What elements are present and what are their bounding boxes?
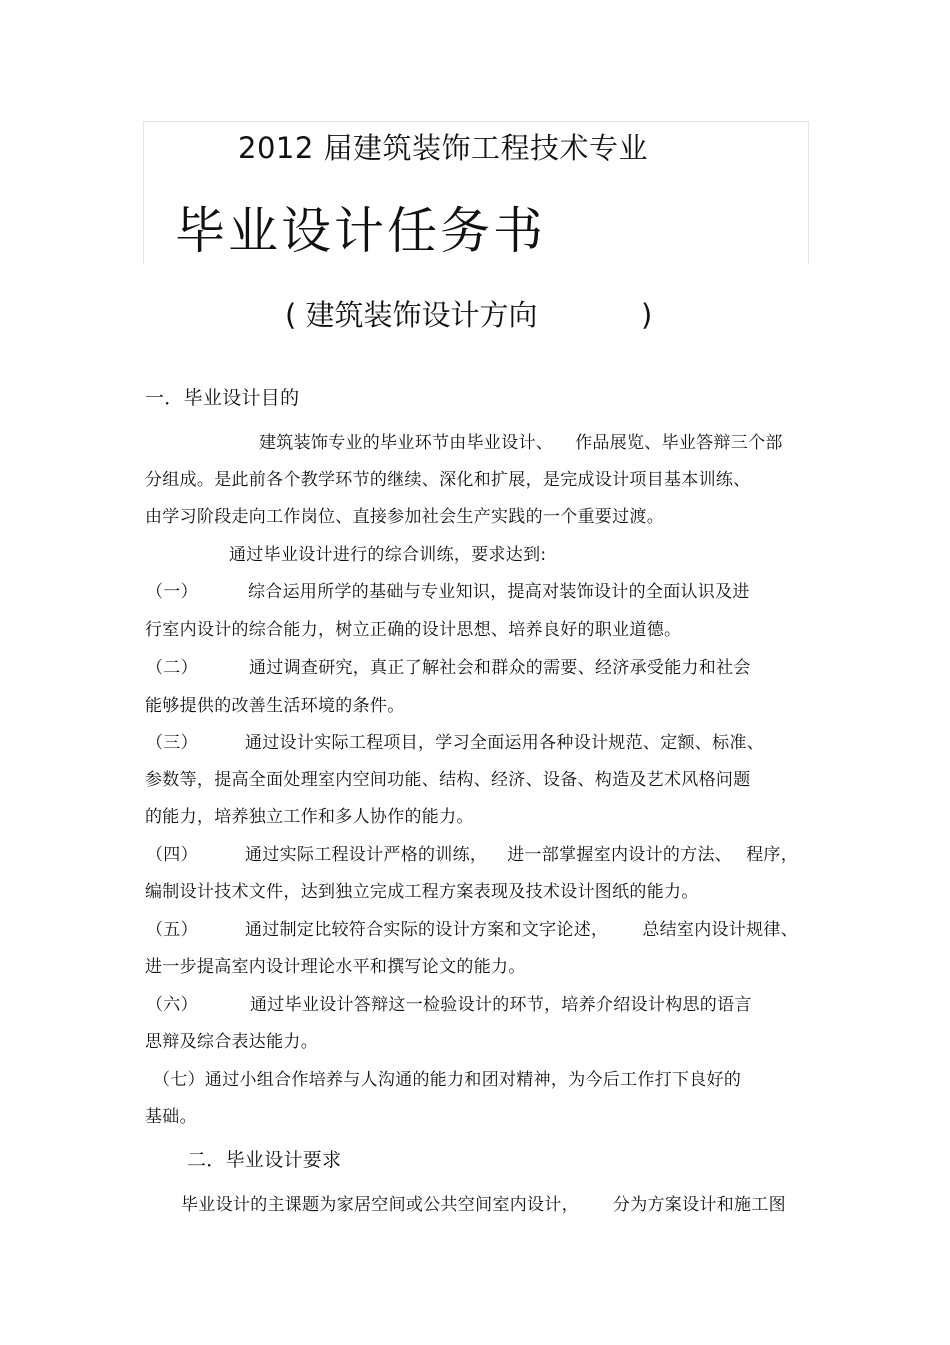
- list-item-text: 基础。: [145, 1107, 197, 1127]
- subtitle-close-paren: ): [641, 298, 653, 332]
- list-item-number: （六）: [146, 995, 198, 1015]
- list-item-number: （五）: [146, 920, 198, 940]
- list-item-number: （三）: [146, 733, 198, 753]
- paragraph-line: 分组成。是此前各个教学环节的继续、深化和扩展，是完成设计项目基本训练、: [145, 470, 751, 490]
- list-item-text-part: 总结室内设计规律、: [642, 920, 799, 940]
- list-item-text: 思辩及综合表达能力。: [145, 1032, 318, 1052]
- list-item-text-part: 通过实际工程设计严格的训练，: [245, 845, 488, 865]
- paragraph-text: 作品展览、毕业答辩三个部: [575, 433, 783, 453]
- list-item-text: 进一步提高室内设计理论水平和撰写论文的能力。: [145, 957, 526, 977]
- list-item-number: （二）: [146, 658, 198, 678]
- section-heading-purpose: 一．毕业设计目的: [145, 387, 300, 409]
- list-item-text: [245, 918, 798, 942]
- list-item-number: （四）: [146, 845, 198, 865]
- list-item-text: （七）通过小组合作培养与人沟通的能力和团对精神，为今后工作打下良好的: [153, 1070, 742, 1090]
- list-item-text: 通过设计实际工程项目，学习全面运用各种设计规范、定额、标准、: [245, 733, 764, 753]
- list-item-text: 参数等，提高全面处理室内空间功能、结构、经济、设备、构造及艺术风格问题: [145, 770, 751, 790]
- paragraph-line: 由学习阶段走向工作岗位、直接参加社会生产实践的一个重要过渡。: [145, 507, 664, 527]
- paragraph-text: 建筑装饰专业的毕业环节由毕业设计、: [259, 433, 554, 453]
- subtitle-text: ( 建筑装饰设计方向: [285, 298, 538, 332]
- paragraph-text: 毕业设计的主课题为家居空间或公共空间室内设计，: [181, 1195, 579, 1215]
- paragraph-text: 分为方案设计和施工图: [612, 1195, 786, 1215]
- paragraph-line: [181, 1193, 786, 1217]
- paragraph-line: [259, 431, 783, 455]
- list-item-text: 编制设计技术文件，达到独立完成工程方案表现及技术设计图纸的能力。: [145, 882, 699, 902]
- document-main-title: 毕业设计任务书: [175, 202, 546, 260]
- list-item-text-part: 通过制定比较符合实际的设计方案和文字论述，: [245, 920, 609, 940]
- list-item-text-part: 程序，: [746, 845, 799, 865]
- list-item-text: 能够提供的改善生活环境的条件。: [145, 696, 405, 716]
- list-item-text: 的能力，培养独立工作和多人协作的能力。: [145, 807, 474, 827]
- list-item-text: 综合运用所学的基础与专业知识，提高对装饰设计的全面认识及进: [248, 582, 750, 602]
- list-item-text: 通过毕业设计答辩这一检验设计的环节，培养介绍设计构思的语言: [250, 995, 752, 1015]
- paragraph-line: 通过毕业设计进行的综合训练，要求达到:: [229, 545, 547, 565]
- section-heading-requirements: 二．毕业设计要求: [187, 1149, 342, 1171]
- list-item-text: [245, 843, 798, 867]
- list-item-number: （一）: [146, 582, 198, 602]
- document-subtitle: [285, 296, 653, 334]
- list-item-text: 通过调查研究，真正了解社会和群众的需要、经济承受能力和社会: [249, 658, 751, 678]
- list-item-text-part: 进一部掌握室内设计的方法、: [507, 845, 733, 865]
- list-item-text: 行室内设计的综合能力，树立正确的设计思想、培养良好的职业道德。: [145, 620, 682, 640]
- document-title-line: 2012 届建筑装饰工程技术专业: [238, 131, 649, 165]
